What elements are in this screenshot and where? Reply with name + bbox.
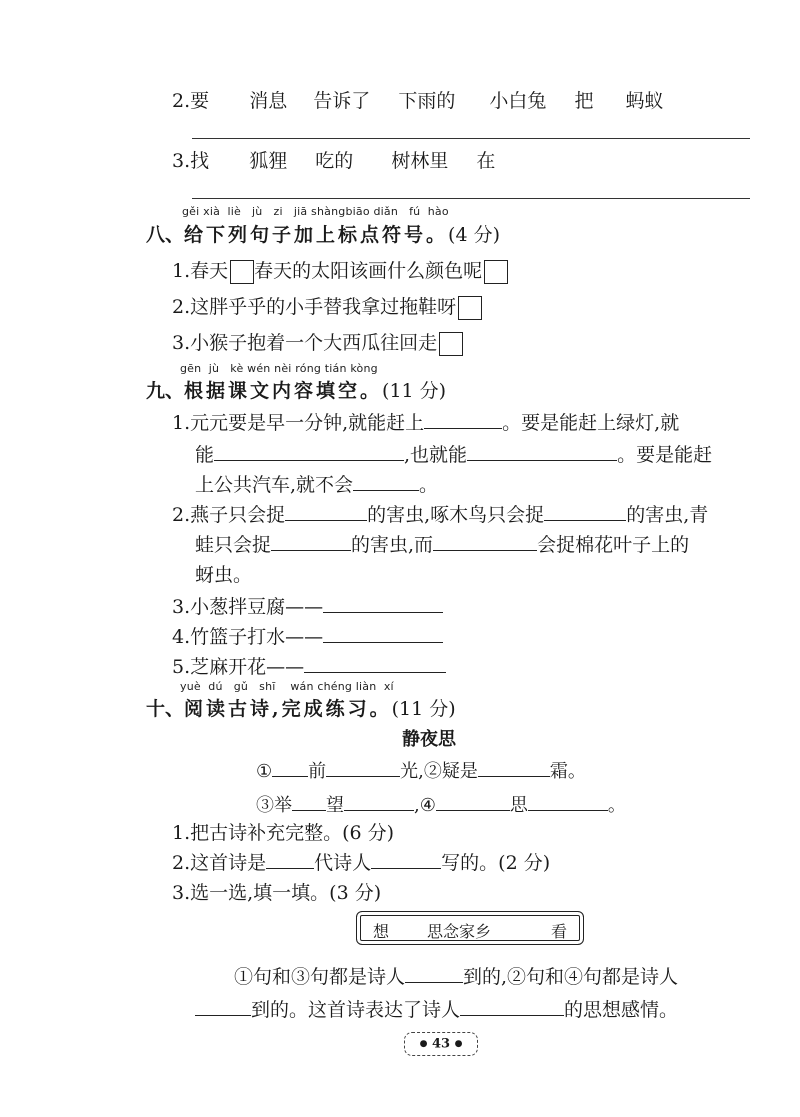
word-bank bbox=[356, 911, 584, 945]
answer-blank[interactable] bbox=[271, 532, 351, 551]
section8-pinyin: gěi xià liè jù zi jiā shàngbiāo diǎn fú hào bbox=[182, 205, 449, 218]
poem-q1: 1.把古诗补充完整。(6 分) bbox=[172, 822, 395, 844]
answer-blank[interactable] bbox=[272, 758, 308, 777]
fill-q1-line3: 上公共汽车,就不会 。 bbox=[195, 474, 439, 496]
punctuation-box[interactable] bbox=[439, 332, 463, 356]
answer-blank[interactable] bbox=[214, 442, 404, 461]
dot-icon: ● bbox=[454, 1039, 463, 1049]
poem-q3: 3.选一选,填一填。(3 分) bbox=[172, 882, 382, 904]
section10-heading: 十、阅读古诗,完成练习。(11 分) bbox=[146, 698, 456, 720]
answer-blank[interactable] bbox=[323, 624, 443, 643]
punctuation-box[interactable] bbox=[458, 296, 482, 320]
answer-blank[interactable] bbox=[353, 472, 419, 491]
poem-fill-line2: 到的。这首诗表达了诗人 的思想感情。 bbox=[195, 995, 678, 1022]
answer-blank[interactable] bbox=[478, 758, 550, 777]
section9-heading: 九、根据课文内容填空。(11 分) bbox=[146, 380, 447, 402]
section10-pinyin: yuè dú gǔ shī wán chéng liàn xí bbox=[180, 680, 394, 693]
answer-blank[interactable] bbox=[544, 502, 626, 521]
section9-pinyin: gēn jù kè wén nèi róng tián kòng bbox=[180, 362, 378, 375]
answer-blank[interactable] bbox=[304, 654, 446, 673]
answer-blank[interactable] bbox=[424, 410, 502, 429]
fill-q5: 5.芝麻开花—— bbox=[172, 652, 446, 679]
section8-heading: 八、给下列句子加上标点符号。(4 分) bbox=[146, 224, 500, 246]
answer-line[interactable] bbox=[192, 138, 750, 139]
answer-blank[interactable] bbox=[460, 997, 564, 1016]
answer-blank[interactable] bbox=[433, 532, 537, 551]
word-option: 思念家乡 bbox=[427, 922, 492, 941]
punct-q3: 3.小猴子抱着一个大西瓜往回走 bbox=[172, 328, 463, 356]
answer-blank[interactable] bbox=[528, 792, 608, 811]
answer-blank[interactable] bbox=[405, 964, 463, 983]
fill-q4: 4.竹篮子打水—— bbox=[172, 622, 443, 649]
answer-blank[interactable] bbox=[344, 792, 414, 811]
answer-blank[interactable] bbox=[326, 758, 400, 777]
sentence-order-q3: 3.找 狐狸 吃的 树林里 在 bbox=[172, 150, 496, 172]
poem-line2: ③举 望 ,④ 思 。 bbox=[256, 791, 626, 817]
answer-blank[interactable] bbox=[436, 792, 510, 811]
answer-blank[interactable] bbox=[292, 792, 326, 811]
fill-q2-line1: 2.燕子只会捉 的害虫,啄木鸟只会捉 的害虫,青 bbox=[172, 504, 709, 526]
punctuation-box[interactable] bbox=[230, 260, 254, 284]
answer-blank[interactable] bbox=[371, 850, 441, 869]
answer-line[interactable] bbox=[192, 198, 750, 199]
fill-q3: 3.小葱拌豆腐—— bbox=[172, 592, 443, 619]
punct-q2: 2.这胖乎乎的小手替我拿过拖鞋呀 bbox=[172, 292, 482, 320]
poem-title: 静夜思 bbox=[402, 729, 456, 750]
poem-line1: ① 前 光,②疑是 霜。 bbox=[256, 757, 586, 783]
word-option: 想 bbox=[373, 922, 390, 941]
sentence-order-q2: 2.要 消息 告诉了 下雨的 小白兔 把 蚂蚁 bbox=[172, 90, 664, 112]
answer-blank[interactable] bbox=[285, 502, 367, 521]
answer-blank[interactable] bbox=[266, 850, 314, 869]
fill-q2-line3: 蚜虫。 bbox=[195, 564, 253, 586]
fill-q1-line2: 能 ,也就能 。要是能赶 bbox=[195, 444, 713, 466]
fill-q2-line2: 蛙只会捉 的害虫,而 会捉棉花叶子上的 bbox=[195, 534, 690, 556]
punct-q1: 1.春天 春天的太阳该画什么颜色呢 bbox=[172, 256, 508, 284]
answer-blank[interactable] bbox=[467, 442, 617, 461]
word-option: 看 bbox=[551, 922, 568, 941]
answer-blank[interactable] bbox=[195, 997, 251, 1016]
poem-q2: 2.这首诗是 代诗人 写的。(2 分) bbox=[172, 852, 551, 874]
answer-blank[interactable] bbox=[323, 594, 443, 613]
punctuation-box[interactable] bbox=[484, 260, 508, 284]
page-number: ● 43 ● bbox=[404, 1032, 478, 1056]
dot-icon: ● bbox=[419, 1039, 428, 1049]
fill-q1-line1: 1.元元要是早一分钟,就能赶上 。要是能赶上绿灯,就 bbox=[172, 412, 680, 434]
poem-fill-line1: ①句和③句都是诗人 到的,②句和④句都是诗人 bbox=[234, 966, 679, 988]
